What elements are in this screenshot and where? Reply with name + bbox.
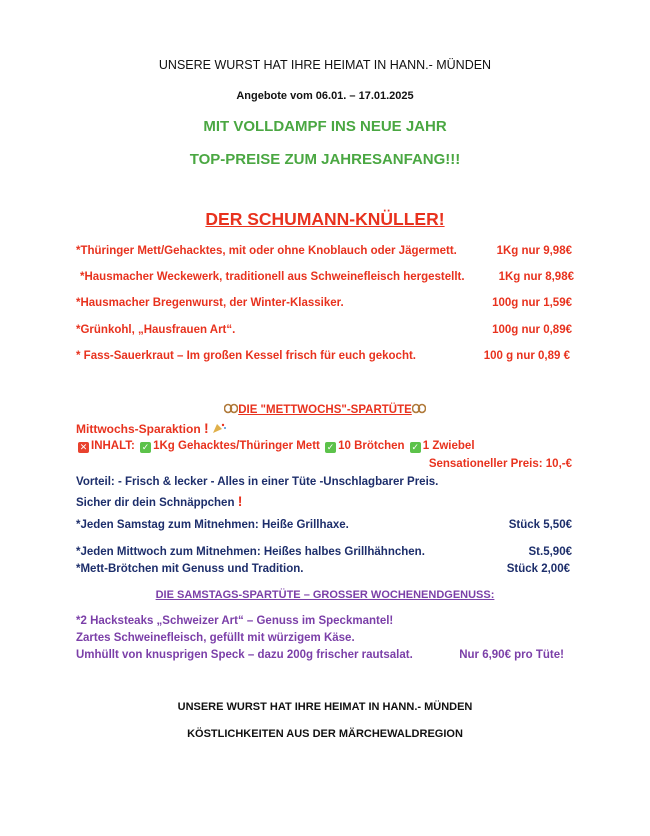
mettwochs-title-row bbox=[0, 403, 650, 416]
item-price: 100 g nur 0,89 € bbox=[483, 350, 570, 362]
mettwochs-aktion-row bbox=[76, 420, 226, 436]
item-price: Stück 2,00€ bbox=[506, 563, 570, 575]
samstag-line: Umhüllt von knusprigen Speck – dazu 200g frischer rautsalat. bbox=[76, 649, 413, 661]
inhalt-label: INHALT: bbox=[91, 440, 135, 452]
samstag-price: Nur 6,90€ pro Tüte! bbox=[459, 649, 564, 661]
item-text: *Grünkohl, „Hausfrauen Art“. bbox=[76, 324, 236, 336]
headline-new-year: MIT VOLLDAMPF INS NEUE JAHR bbox=[203, 118, 447, 135]
exclamation-icon: ! bbox=[237, 493, 243, 509]
headline-top-prices: TOP-PREISE ZUM JAHRESANFANG!!! bbox=[189, 151, 461, 168]
pretzel-icon bbox=[412, 403, 426, 414]
inhalt-item: 1 Zwiebel bbox=[422, 440, 475, 452]
knueller-item bbox=[0, 350, 650, 368]
item-text: * Fass-Sauerkraut – Im großen Kessel frisch für euch gekocht. bbox=[76, 350, 416, 362]
mettwochs-title: DIE "METTWOCHS"-SPARTÜTE bbox=[238, 404, 412, 416]
mettwochs-preis: Sensationeller Preis: 10,-€ bbox=[428, 458, 572, 470]
item-price: Stück 5,50€ bbox=[508, 519, 572, 531]
party-popper-icon bbox=[212, 423, 226, 434]
samstag-line: Zartes Schweinefleisch, gefüllt mit würzigem Käse. bbox=[76, 632, 355, 644]
inhalt-item: 10 Brötchen bbox=[338, 440, 405, 452]
item-text: *Jeden Samstag zum Mitnehmen: Heiße Grillhaxe. bbox=[76, 519, 349, 531]
mettwochs-aktion: Mittwochs-Sparaktion bbox=[76, 422, 201, 436]
weekly-item bbox=[0, 546, 650, 564]
item-price: 1Kg nur 8,98€ bbox=[498, 271, 574, 283]
knueller-item bbox=[0, 245, 650, 263]
item-price: St.5,90€ bbox=[528, 546, 572, 558]
item-price: 100g nur 0,89€ bbox=[492, 324, 572, 336]
item-text: *Hausmacher Bregenwurst, der Winter-Klassiker. bbox=[76, 297, 344, 309]
header-line: UNSERE WURST HAT IHRE HEIMAT IN HANN.- MÜNDEN bbox=[158, 58, 492, 72]
samstag-title: DIE SAMSTAGS-SPARTÜTE – GROSSER WOCHENENDGENUSS: bbox=[155, 589, 495, 601]
mettwochs-vorteil: Vorteil: - Frisch & lecker - Alles in einer Tüte -Unschlagbarer Preis. bbox=[76, 476, 439, 488]
offer-dates: Angebote vom 06.01. – 17.01.2025 bbox=[236, 90, 414, 102]
check-mark-icon: ✓ bbox=[326, 442, 335, 452]
knueller-item bbox=[0, 297, 650, 315]
check-mark-icon: ✓ bbox=[411, 442, 420, 452]
item-price: 1Kg nur 9,98€ bbox=[496, 245, 572, 257]
item-text: *Jeden Mittwoch zum Mitnehmen: Heißes halbes Grillhähnchen. bbox=[76, 546, 425, 558]
weekly-item bbox=[0, 519, 650, 537]
check-mark-icon: ✓ bbox=[141, 442, 150, 452]
knueller-item bbox=[0, 324, 650, 342]
knueller-title: DER SCHUMANN-KNÜLLER! bbox=[205, 209, 445, 229]
item-price: 100g nur 1,59€ bbox=[492, 297, 572, 309]
knueller-item bbox=[0, 271, 650, 289]
item-text: *Thüringer Mett/Gehacktes, mit oder ohne Knoblauch oder Jägermett. bbox=[76, 245, 457, 257]
inhalt-row bbox=[76, 440, 475, 453]
footer-region: KÖSTLICHKEITEN AUS DER MÄRCHEWALDREGION bbox=[187, 728, 463, 740]
item-text: *Mett-Brötchen mit Genuss und Tradition. bbox=[76, 563, 304, 575]
footer-heimat: UNSERE WURST HAT IHRE HEIMAT IN HANN.- MÜNDEN bbox=[177, 701, 473, 713]
item-text: *Hausmacher Weckewerk, traditionell aus Schweinefleisch hergestellt. bbox=[80, 271, 465, 283]
exclamation-icon: ! bbox=[204, 420, 209, 436]
inhalt-item: 1Kg Gehacktes/Thüringer Mett bbox=[153, 440, 320, 452]
samstag-price-row bbox=[0, 649, 650, 667]
cross-mark-icon: ✕ bbox=[79, 442, 88, 452]
samstag-line: *2 Hacksteaks „Schweizer Art“ – Genuss im Speckmantel! bbox=[76, 615, 394, 627]
pretzel-icon bbox=[224, 403, 238, 414]
weekly-item bbox=[0, 563, 650, 581]
mettwochs-sicher-row bbox=[76, 493, 242, 509]
mettwochs-sicher: Sicher dir dein Schnäppchen bbox=[76, 497, 235, 509]
